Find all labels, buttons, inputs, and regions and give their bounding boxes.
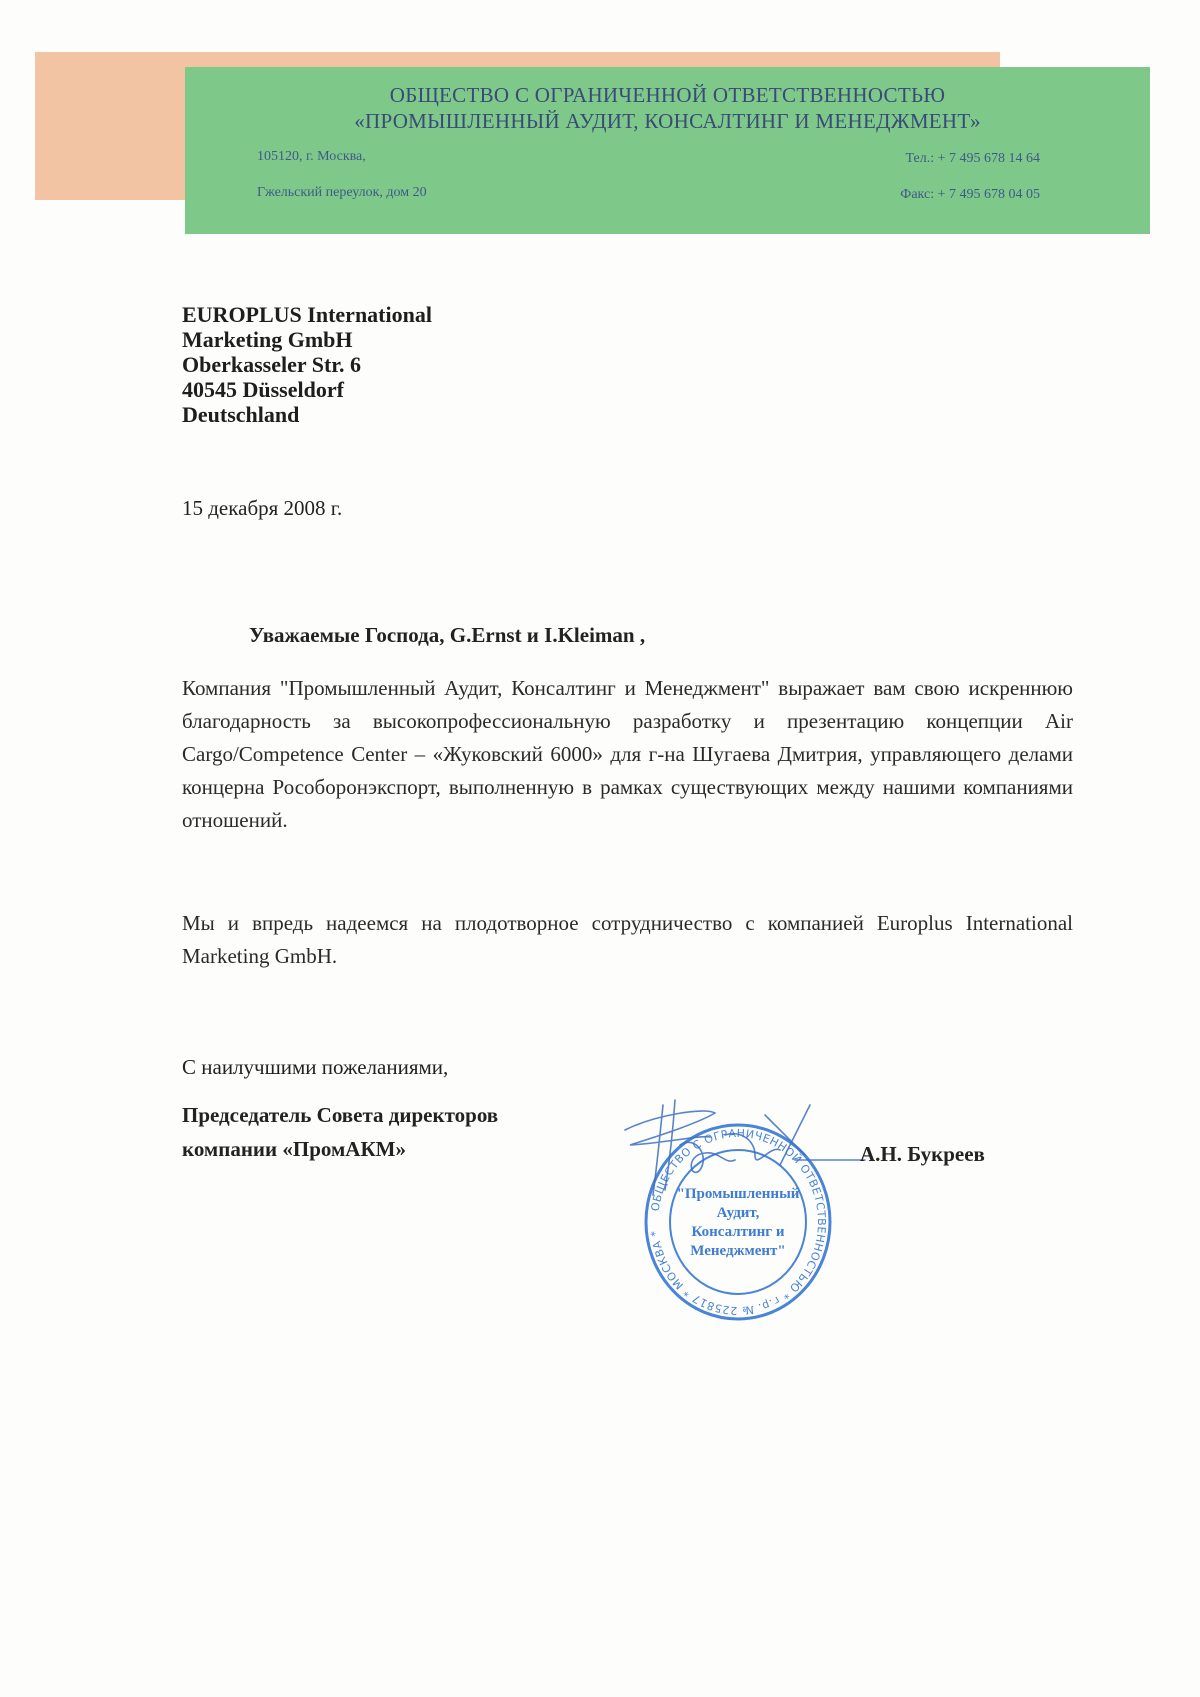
recipient-line: Marketing GmbH (182, 327, 353, 352)
company-address-line-2: Гжельский переулок, дом 20 (257, 185, 427, 200)
recipient-line: 40545 Düsseldorf (182, 377, 344, 402)
recipient-line: Oberkasseler Str. 6 (182, 352, 362, 377)
letter-date: 15 декабря 2008 г. (182, 496, 343, 520)
stamp-inner-line: Консалтинг и (691, 1224, 785, 1240)
body-paragraph-1: Компания "Промышленный Аудит, Консалтинг и Менеджмент" выражает вам свою искреннюю благодарность за высокопрофессиональную разработку и презентацию концепции Air Cargo/Competence Center – «Жуковский 6000» для г-на Шугаева Дмитрия, управляющего делами концерна Рособоронэкспорт, выполненную в рамках существующих между нашими компаниями отношений. (182, 676, 1073, 832)
signatory-title-line-1: Председатель Совета директоров (182, 1103, 499, 1127)
salutation: Уважаемые Господа, G.Ernst и I.Kleiman , (249, 623, 646, 647)
company-name: «ПРОМЫШЛЕННЫЙ АУДИТ, КОНСАЛТИНГ И МЕНЕДЖМЕНТ» (354, 109, 981, 133)
stamp-inner-line: "Промышленный (676, 1186, 800, 1202)
signatory-name: А.Н. Букреев (860, 1142, 985, 1166)
letterhead (185, 67, 1150, 234)
stamp-outer-text: ОБЩЕСТВО С ОГРАНИЧЕННОЙ ОТВЕТСТВЕННОСТЬЮ * г.р. № 225817 * МОСКВА * (648, 1126, 829, 1318)
company-legal-form: ОБЩЕСТВО С ОГРАНИЧЕННОЙ ОТВЕТСТВЕННОСТЬЮ (389, 83, 946, 107)
company-address-line-1: 105120, г. Москва, (257, 149, 366, 164)
company-fax: Факс: + 7 495 678 04 05 (900, 187, 1040, 202)
handwritten-signature (605, 1085, 875, 1215)
stamp-inner-line: Менеджмент" (690, 1243, 786, 1259)
signatory-title-line-2: компании «ПромАКМ» (182, 1137, 407, 1161)
recipient-line: EUROPLUS International (182, 302, 432, 327)
closing-phrase: С наилучшими пожеланиями, (182, 1055, 449, 1079)
stamp-inner-line: Аудит, (716, 1205, 760, 1221)
company-phone: Тел.: + 7 495 678 14 64 (905, 151, 1040, 166)
recipient-line: Deutschland (182, 402, 300, 427)
body-paragraph-2: Мы и впредь надеемся на плодотворное сотрудничество с компанией Europlus International Marketing GmbH. (182, 911, 1073, 968)
recipient-address-block (182, 302, 432, 427)
